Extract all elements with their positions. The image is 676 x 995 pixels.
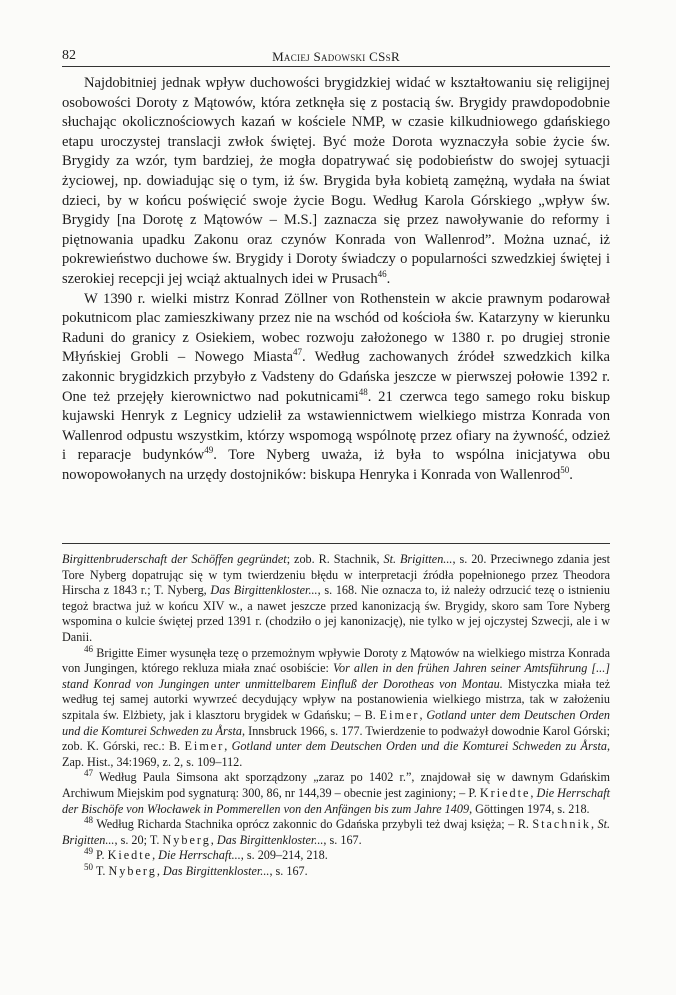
- footnote-ref-49: 49: [204, 445, 214, 456]
- footnote-ref-48: 48: [358, 386, 368, 397]
- footnote-divider: [62, 543, 610, 544]
- paragraph-1: Najdobitniej jednak wpływ duchowości brygidzkiej widać w kształtowaniu się religijnej osobowości Doroty z Mątowów, która zetknęła się z postacią św. Brygidy prawdopodobnie słuchając okolicznościowych kazań w kościele NMP, w czasie kilkudniowego gdańskiego etapu uroczystej translacji zwłok świętej. Być może Dorota wyznaczyła sobie życie św. Brygidy za wzór, tym bardziej, że mogła dopatrywać się podobieństw do swojej sytuacji życiowej, np. dowiadując się o tym, iż św. Brygida była kobietą zamężną, wydała na świat dzieci, by w końcu poświęcić swoje życie Bogu. Według Karola Górskiego „wpływ św. Brygidy [na Dorotę z Mątowów – M.S.] zaznacza się przez nawoływanie do reformy i piętnowania upadku Zakonu oraz czynów Konrada von Wallenrod”. Można uznać, iż pokrewieństwo duchowe św. Brygidy i Doroty świadczy o popularności szwedzkiej świętej i szerokiej recepcji jej wciąż aktualnych idei w Prusach$^{46}$.: [62, 75, 610, 287]
- page-header: [62, 48, 610, 67]
- footnote-47: $^{47}$ Według Paula Simsona akt sporządzony „zaraz po 1402 r.”, znajdował się w dawnym Gdańskim Archiwum Miejskim pod sygnaturą: 300, 86, nr 144,39 – obecnie jest zaginiony; – P. Kriedte, Die Herrschaft der Bischöfe von Włocławek in Pommerellen von den Anfängen bis zum Jahre 1409, Göttingen 1974, s. 218.: [62, 768, 610, 816]
- main-text: [62, 74, 610, 485]
- footnote-ref-47: 47: [292, 347, 302, 358]
- paragraph-2: W 1390 r. wielki mistrz Konrad Zöllner von Rothenstein w akcie prawnym podarował pokutnicom plac zamieszkiwany przez nie na wschód od kościoła św. Katarzyny w kierunku Raduni do granicy z Osiekiem, wobec rozwoju założonego w 1380 r. po drugiej stronie Młyńskiej Grobli – Nowego Miasta$^{47}$. Według zachowanych źródeł szwedzkich kilka zakonnic brygidzkich przybyło z Vadsteny do Gdańska jeszcze w pierwszej połowie 1392 r. One też przejęły kierownictwo nad pokutnicami$^{48}$. 21 czerwca tego samego roku biskup kujawski Henryk z Legnicy udzielił za wstawiennictwem wielkiego mistrza Konrada von Wallenrod odpustu wszystkim, którzy wspomogą wspólnotę przez ofiary na żywność, odzież i reparacje budynków$^{49}$. Tore Nyberg uważa, iż była to wspólna inicjatywa obu nowopowołanych na urzędy dostojników: biskupa Henryka i Konrada von Wallenrod$^{50}$.: [62, 290, 610, 483]
- footnote-ref-46: 46: [377, 269, 387, 280]
- footnote-46: $^{46}$ Brigitte Eimer wysunęła tezę o przemożnym wpływie Doroty z Mątowów na wielkiego mistrza Konrada von Jungingen, którego rekluza miała znać osobiście: Vor allen in den frühen Jahren seiner Amtsführung [...] stand Konrad von Jungingen unter unmittelbarem Einfluß der Dorotheas von Montau. Mistyczka miała też według tej samej autorki wywrzeć decydujący wpływ na postanowienia wielkiego mistrza, tak w założeniu szpitala św. Elżbiety, jak i klasztoru brygidek w Gdańsku; – B. Eimer, Gotland unter dem Deutschen Orden und die Komturei Schweden zu Årsta, Innsbruck 1966, s. 177. Twierdzenie to podważył dowodnie Karol Górski; zob. K. Górski, rec.: B. Eimer, Gotland unter dem Deutschen Orden und die Komturei Schweden zu Årsta, Zap. Hist., 34:1969, z. 2, s. 109–112.: [62, 643, 611, 769]
- running-head: Maciej Sadowski CSsR: [272, 49, 400, 64]
- footnote-ref-50: 50: [560, 465, 570, 476]
- footnote-49: $^{49}$ P. Kiedte, Die Herrschaft..., s. 209–214, 218.: [84, 846, 328, 863]
- footnote-50: $^{50}$ T. Nyberg, Das Birgittenkloster..., s. 167.: [84, 861, 308, 878]
- footnote-48: $^{48}$ Według Richarda Stachnika oprócz zakonnic do Gdańska przybyli też dwaj księża; – R. Stachnik, St. Brigitten..., s. 20; T. Nyberg, Das Birgittenkloster..., s. 167.: [62, 815, 611, 847]
- footnote-continuation: Birgittenbruderschaft der Schöffen gegründet; zob. R. Stachnik, St. Brigitten..., s. 20. Przeciwnego zdania jest Tore Nyberg dopatrując się w tym twierdzeniu błędu w interpretacji źródła popełnionego przez Theodora Hirscha z 1843 r.; T. Nyberg, Das Birgittenkloster..., s. 168. Nie oznacza to, iż należy odrzucić tezę o istnieniu tegoż bractwa już w końcu XIV w., a nawet jeszcze przed kanonizacją św. Brygidy, skoro sam Tore Nyberg wspomina o kulcie świętej przed 1391 r. (chodziło o jej kanonizację), nie tylko w jej ojczystej Szwecji, ale i w Danii.: [62, 552, 611, 644]
- page-number: 82: [62, 48, 76, 63]
- footnotes: [62, 552, 610, 879]
